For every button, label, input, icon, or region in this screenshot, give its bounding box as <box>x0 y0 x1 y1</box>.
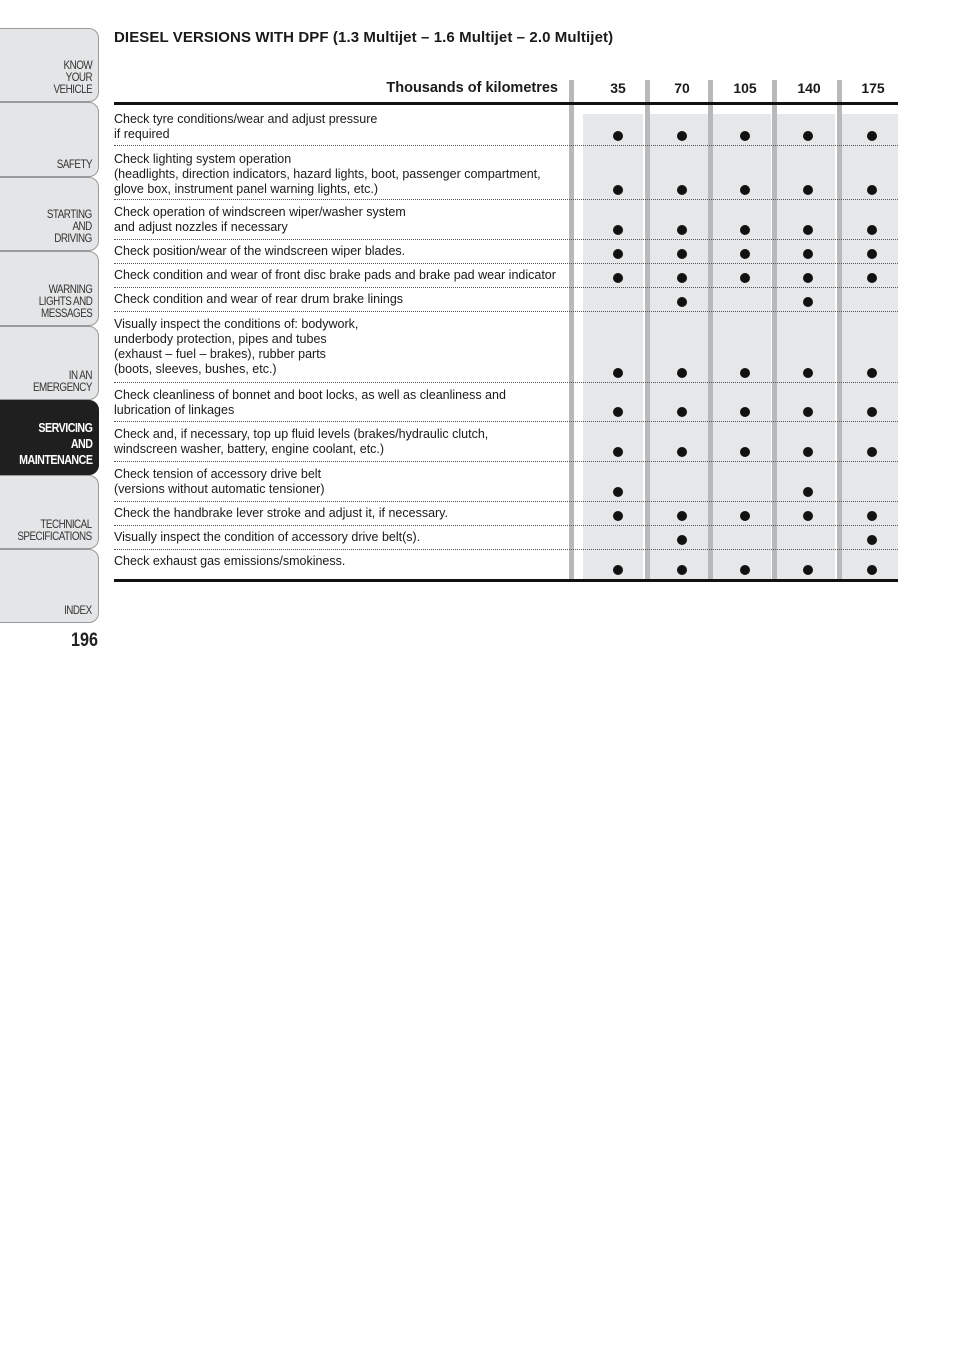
check-dot-70k <box>677 131 687 141</box>
tab-label: SAFETY <box>56 157 92 171</box>
table-row <box>114 550 898 579</box>
check-dot-105k <box>740 407 750 417</box>
km-header-175: 175 <box>861 80 885 96</box>
check-dot-35k <box>613 511 623 521</box>
check-dot-175k <box>867 511 877 521</box>
km-header-70: 70 <box>674 80 690 96</box>
table-row <box>114 264 898 288</box>
check-dot-140k <box>803 131 813 141</box>
tab-label: SERVICING AND MAINTENANCE <box>18 420 92 467</box>
check-dot-70k <box>677 368 687 378</box>
check-dot-175k <box>867 535 877 545</box>
table-row <box>114 462 898 502</box>
check-dot-175k <box>867 185 877 195</box>
check-dot-105k <box>740 131 750 141</box>
tab-technical-specifications[interactable] <box>0 475 99 549</box>
check-dot-70k <box>677 511 687 521</box>
check-dot-140k <box>803 447 813 457</box>
task-description: Check position/wear of the windscreen wiper blades. <box>114 244 406 258</box>
task-description: Check cleanliness of bonnet and boot locks, as well as cleanliness and lubrication of linkages <box>114 388 506 417</box>
km-header-35: 35 <box>610 80 626 96</box>
check-dot-175k <box>867 368 877 378</box>
table-row <box>114 502 898 526</box>
check-dot-140k <box>803 273 813 283</box>
check-dot-105k <box>740 249 750 259</box>
check-dot-35k <box>613 487 623 497</box>
check-dot-140k <box>803 487 813 497</box>
check-dot-175k <box>867 225 877 235</box>
check-dot-175k <box>867 131 877 141</box>
check-dot-105k <box>740 273 750 283</box>
table-row <box>114 200 898 240</box>
check-dot-70k <box>677 297 687 307</box>
check-dot-70k <box>677 249 687 259</box>
check-dot-140k <box>803 185 813 195</box>
table-row <box>114 422 898 462</box>
tab-in-an-emergency[interactable] <box>0 326 99 400</box>
check-dot-140k <box>803 407 813 417</box>
check-dot-35k <box>613 185 623 195</box>
check-dot-70k <box>677 185 687 195</box>
table-row <box>114 240 898 264</box>
check-dot-175k <box>867 407 877 417</box>
check-dot-35k <box>613 407 623 417</box>
km-header-140: 140 <box>797 80 821 96</box>
check-dot-35k <box>613 225 623 235</box>
table-row <box>114 383 898 422</box>
check-dot-35k <box>613 249 623 259</box>
page-number: 196 <box>71 630 98 651</box>
tab-servicing-and-maintenance[interactable] <box>0 400 99 475</box>
check-dot-70k <box>677 447 687 457</box>
table-row <box>114 312 898 383</box>
maintenance-schedule-table <box>114 78 898 579</box>
check-dot-105k <box>740 511 750 521</box>
task-description: Check condition and wear of front disc brake pads and brake pad wear indicator <box>114 268 556 282</box>
check-dot-105k <box>740 368 750 378</box>
table-row <box>114 288 898 312</box>
table-bottom-rule <box>114 579 898 582</box>
tab-index[interactable] <box>0 549 99 623</box>
check-dot-140k <box>803 368 813 378</box>
tab-starting-and-driving[interactable] <box>0 177 99 251</box>
check-dot-105k <box>740 565 750 575</box>
table-row <box>114 105 898 146</box>
task-description: Check the handbrake lever stroke and adjust it, if necessary. <box>114 506 448 520</box>
tab-label: WARNING LIGHTS AND MESSAGES <box>38 282 92 320</box>
tab-warning-lights[interactable] <box>0 251 99 326</box>
check-dot-35k <box>613 273 623 283</box>
check-dot-140k <box>803 225 813 235</box>
check-dot-35k <box>613 368 623 378</box>
tab-label: INDEX <box>64 603 92 617</box>
check-dot-70k <box>677 225 687 235</box>
task-description: Check operation of windscreen wiper/washer system and adjust nozzles if necessary <box>114 205 406 234</box>
check-dot-105k <box>740 185 750 195</box>
check-dot-175k <box>867 273 877 283</box>
task-description: Check condition and wear of rear drum brake linings <box>114 292 404 306</box>
check-dot-105k <box>740 447 750 457</box>
tab-label: STARTING AND DRIVING <box>47 207 92 245</box>
km-header-105: 105 <box>733 80 757 96</box>
table-row <box>114 146 898 200</box>
page-title: DIESEL VERSIONS WITH DPF (1.3 Multijet – 1.6 Multijet – 2.0 Multijet) <box>114 29 614 46</box>
tab-label: IN AN EMERGENCY <box>32 368 92 394</box>
check-dot-140k <box>803 565 813 575</box>
check-dot-140k <box>803 511 813 521</box>
check-dot-70k <box>677 273 687 283</box>
check-dot-35k <box>613 565 623 575</box>
check-dot-105k <box>740 225 750 235</box>
check-dot-175k <box>867 249 877 259</box>
table-row <box>114 526 898 550</box>
check-dot-175k <box>867 447 877 457</box>
tab-label: TECHNICAL SPECIFICATIONS <box>17 517 92 543</box>
table-header <box>114 78 898 105</box>
check-dot-70k <box>677 535 687 545</box>
task-description: Check lighting system operation (headlights, direction indicators, hazard lights, boot, passenger compartment, glove box, instrument panel warning lights, etc.) <box>114 152 541 196</box>
task-description: Check and, if necessary, top up fluid levels (brakes/hydraulic clutch, windscreen washer, battery, engine coolant, etc.) <box>114 427 489 456</box>
check-dot-70k <box>677 565 687 575</box>
column-header-distance: Thousands of kilometres <box>386 80 558 96</box>
task-description: Visually inspect the condition of accessory drive belt(s). <box>114 530 421 544</box>
task-description: Check tyre conditions/wear and adjust pressure if required <box>114 112 378 141</box>
tab-know-your-vehicle[interactable] <box>0 28 99 102</box>
check-dot-70k <box>677 407 687 417</box>
tab-label: KNOW YOUR VEHICLE <box>53 58 92 96</box>
tab-safety[interactable] <box>0 102 99 177</box>
task-description: Visually inspect the conditions of: bodywork, underbody protection, pipes and tubes (exhaust – fuel – brakes), rubber parts (boots, sleeves, bushes, etc.) <box>114 317 359 376</box>
check-dot-35k <box>613 131 623 141</box>
check-dot-35k <box>613 447 623 457</box>
check-dot-175k <box>867 565 877 575</box>
check-dot-140k <box>803 249 813 259</box>
table-body <box>114 105 898 579</box>
task-description: Check tension of accessory drive belt (versions without automatic tensioner) <box>114 467 325 496</box>
task-description: Check exhaust gas emissions/smokiness. <box>114 554 346 568</box>
check-dot-140k <box>803 297 813 307</box>
